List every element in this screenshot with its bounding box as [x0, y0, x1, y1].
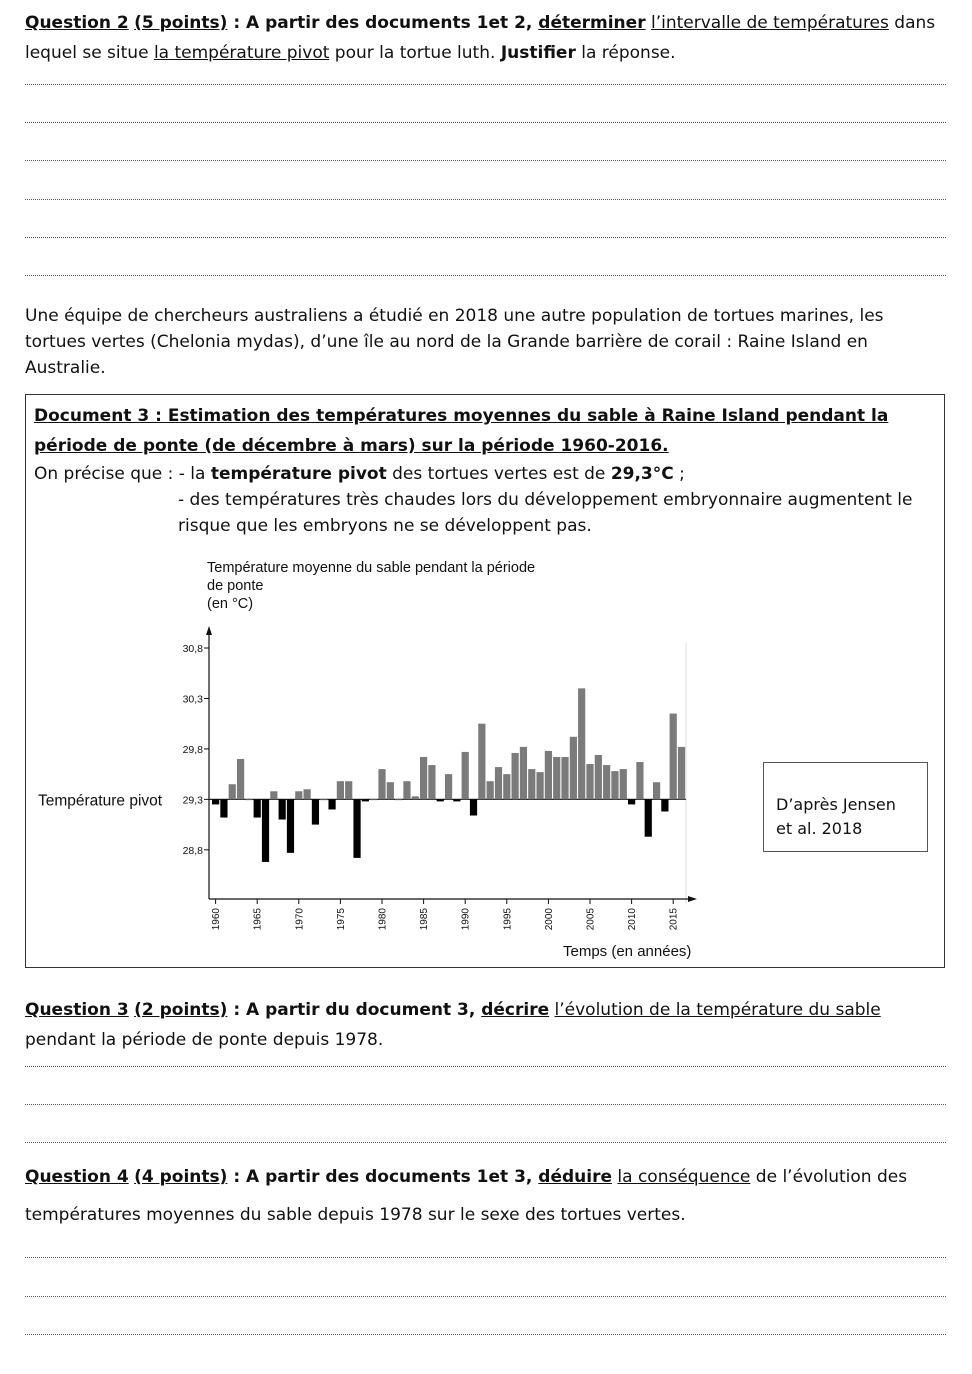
answer-line[interactable]: [25, 1334, 946, 1335]
y-axis-label: (en °C): [207, 596, 254, 612]
question-3-points: (2 points): [134, 1000, 228, 1020]
answer-line[interactable]: [25, 199, 946, 200]
bar-2008: [611, 771, 618, 799]
question-4-points: (4 points): [134, 1167, 228, 1187]
bar-1988: [445, 774, 452, 799]
x-tick-label: 2015: [668, 908, 680, 931]
bar-1966: [262, 799, 269, 862]
bar-2011: [636, 762, 643, 799]
question-2: Question 2 (5 points) : A partir des documents 1et 2, déterminer l’intervalle de températures dans lequel se situe la température pivot pour la tortue luth. Justifier la réponse.: [25, 13, 936, 63]
bar-1992: [478, 724, 485, 800]
bar-1987: [437, 799, 444, 801]
bar-1980: [378, 769, 385, 799]
x-tick-label: 1970: [294, 908, 306, 931]
question-2-points: (5 points): [134, 13, 228, 33]
bar-1998: [528, 769, 535, 799]
y-tick-label: 29,3: [182, 794, 203, 807]
bar-1971: [304, 789, 311, 799]
bar-2000: [545, 751, 552, 799]
x-tick-label: 1980: [377, 908, 389, 931]
bar-1993: [487, 781, 494, 799]
answer-line[interactable]: [25, 1104, 946, 1105]
bar-1999: [536, 772, 543, 799]
bar-1967: [270, 791, 277, 799]
bar-1984: [412, 796, 419, 799]
bar-1979: [370, 799, 377, 800]
bar-1961: [220, 799, 227, 817]
bar-1996: [512, 753, 519, 799]
answer-line[interactable]: [25, 122, 946, 123]
x-tick-label: 2005: [585, 908, 597, 931]
question-3-label: Question 3: [25, 1000, 129, 1020]
bar-1976: [345, 781, 352, 799]
bar-1962: [229, 784, 236, 799]
bar-1963: [237, 759, 244, 799]
question-4-line-2: températures moyennes du sable depuis 1978 sur le sexe des tortues vertes.: [25, 1205, 686, 1225]
bar-2006: [595, 755, 602, 799]
bar-2002: [561, 757, 568, 799]
question-2-label: Question 2: [25, 13, 129, 33]
bar-2005: [586, 764, 593, 799]
document-3-note-2: - des températures très chaudes lors du développement embryonnaire augmentent le risque que les embryons ne se développent pas.: [178, 490, 913, 536]
question-4-label: Question 4: [25, 1167, 129, 1187]
answer-line[interactable]: [25, 1296, 946, 1297]
x-tick-label: 1965: [252, 908, 264, 931]
bar-2003: [570, 737, 577, 800]
question-4: Question 4 (4 points) : A partir des documents 1et 3, déduire la conséquence de l’évolution des: [25, 1167, 908, 1187]
x-tick-label: 2010: [627, 908, 639, 931]
y-tick-label: 28,8: [182, 844, 203, 857]
bar-1970: [295, 791, 302, 799]
bar-1989: [453, 799, 460, 801]
bar-1986: [428, 765, 435, 799]
bar-1983: [403, 781, 410, 799]
bar-1965: [254, 799, 261, 817]
bar-1981: [387, 782, 394, 799]
y-axis-label: Température moyenne du sable pendant la période: [207, 560, 536, 576]
x-axis-arrow: [688, 896, 697, 902]
bar-1973: [320, 799, 327, 800]
pivot-label: Température pivot: [38, 792, 163, 810]
x-tick-label: 2000: [543, 908, 555, 931]
y-axis-arrow: [206, 626, 212, 635]
x-tick-label: 1985: [419, 908, 431, 931]
document-3-note-1: On précise que : - la température pivot des tortues vertes est de 29,3°C ;: [34, 464, 685, 484]
bar-1964: [245, 799, 252, 800]
bar-1977: [353, 799, 360, 858]
bar-1985: [420, 757, 427, 799]
bar-1968: [279, 799, 286, 819]
bar-1972: [312, 799, 319, 824]
bar-2004: [578, 688, 585, 799]
bar-2007: [603, 765, 610, 799]
bar-2016: [678, 747, 685, 799]
bar-1960: [212, 799, 219, 804]
x-tick-label: 1960: [211, 908, 223, 931]
bar-1978: [362, 799, 369, 801]
y-tick-label: 29,8: [182, 743, 203, 756]
bar-2009: [620, 769, 627, 799]
y-axis-label: de ponte: [207, 578, 264, 594]
answer-line[interactable]: [25, 275, 946, 276]
bar-1997: [520, 747, 527, 799]
bar-1995: [503, 774, 510, 799]
y-tick-label: 30,8: [182, 643, 203, 655]
bar-2013: [653, 782, 660, 799]
answer-line[interactable]: [25, 1066, 946, 1067]
bar-2010: [628, 799, 635, 804]
bar-1969: [287, 799, 294, 852]
bar-1975: [337, 781, 344, 799]
answer-line[interactable]: [25, 1142, 946, 1143]
x-tick-label: 1990: [460, 908, 472, 931]
x-tick-label: 1995: [502, 908, 514, 931]
bar-1990: [462, 752, 469, 799]
bar-2014: [661, 799, 668, 811]
y-tick-label: 30,3: [182, 693, 203, 706]
answer-line[interactable]: [25, 1257, 946, 1258]
source-box: D’après Jensen et al. 2018: [763, 762, 928, 852]
bar-2001: [553, 757, 560, 799]
x-axis-label: Temps (en années): [563, 943, 692, 960]
x-tick-label: 1975: [335, 908, 347, 931]
bar-2015: [670, 714, 677, 800]
answer-line[interactable]: [25, 237, 946, 238]
answer-line[interactable]: [25, 160, 946, 161]
bar-2012: [645, 799, 652, 836]
question-3: Question 3 (2 points) : A partir du document 3, décrire l’évolution de la température du sable pendant la période de ponte depuis 1978.: [25, 1000, 881, 1050]
bar-1994: [495, 767, 502, 799]
document-3-title: Document 3 : Estimation des températures moyennes du sable à Raine Island pendant la période de ponte (de décembre à mars) sur la période 1960-2016.: [34, 406, 889, 456]
bar-1974: [328, 799, 335, 809]
document-3-box: [25, 394, 945, 968]
bar-1982: [395, 799, 402, 800]
bar-1991: [470, 799, 477, 815]
intro-paragraph: Une équipe de chercheurs australiens a étudié en 2018 une autre population de tortues marines, les tortues vertes (Chelonia mydas), d’une île au nord de la Grande barrière de corail : Raine Island en Australie.: [25, 306, 884, 378]
answer-line[interactable]: [25, 84, 946, 85]
temperature-bar-chart: [26, 395, 943, 966]
